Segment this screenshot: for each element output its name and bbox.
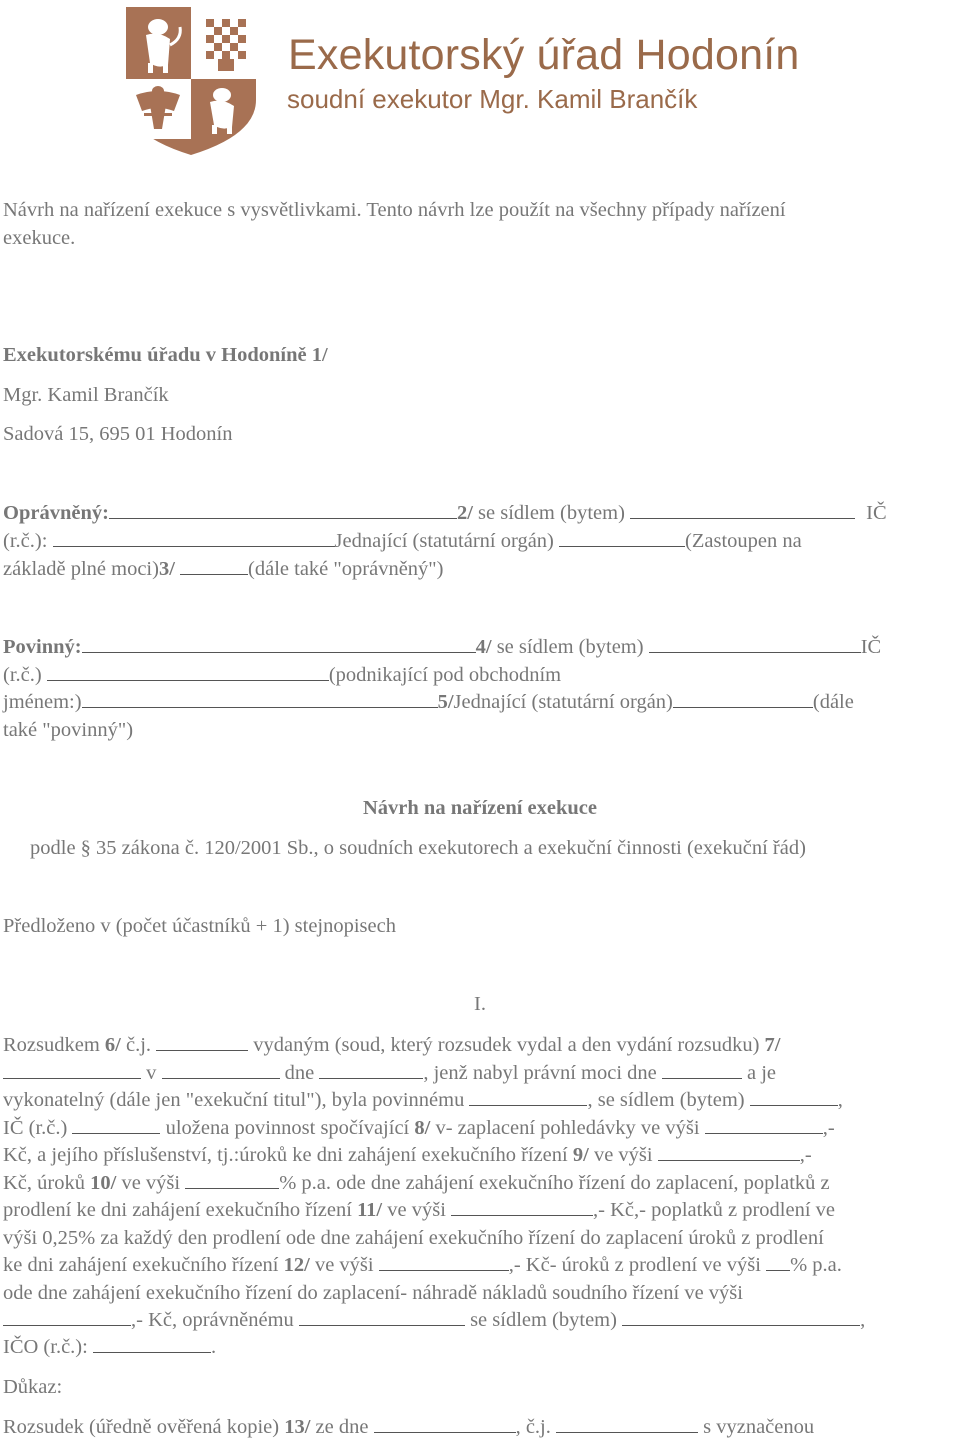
copies-note: Předloženo v (počet účastníků + 1) stejnopisech xyxy=(3,915,396,937)
povinny-line-2: (r.č.) (podnikající pod obchodním xyxy=(3,664,562,686)
debtor-ic-blank xyxy=(72,1115,160,1134)
office-address: Sadová 15, 695 01 Hodonín xyxy=(3,423,233,445)
law-reference: podle § 35 zákona č. 120/2001 Sb., o soudních exekutorech a exekuční činnosti (exekuční řád) xyxy=(30,837,806,859)
debtor-seat-blank xyxy=(750,1087,838,1106)
recipient: Exekutorskému úřadu v Hodoníně 1/ xyxy=(3,344,328,366)
opravneny-represented-blank xyxy=(180,556,248,575)
body-line-9: ke dni zahájení exekučního řízení 12/ ve výši ,- Kč- úroků z prodlení ve výši % p.a. xyxy=(3,1254,842,1276)
povinny-line-1: Povinný: 4/ se sídlem (bytem) IČ xyxy=(3,636,882,658)
judgment-case-number-blank xyxy=(556,1414,698,1433)
legal-force-date-blank xyxy=(662,1060,742,1079)
late-fee-amount-blank xyxy=(451,1197,593,1216)
interest-amount-blank xyxy=(658,1142,800,1161)
opravneny-label: Oprávněný: xyxy=(3,502,109,524)
claim-amount-blank xyxy=(705,1115,823,1134)
late-interest-rate-blank xyxy=(766,1252,790,1271)
body-line-13: Rozsudek (úředně ověřená kopie) 13/ ze dne , č.j. s vyznačenou xyxy=(3,1416,815,1438)
case-number-blank xyxy=(156,1032,248,1051)
body-line-7: prodlení ke dni zahájení exekučního řízení 11/ ve výši ,- Kč,- poplatků z prodlení ve xyxy=(3,1199,835,1221)
place-blank xyxy=(162,1060,280,1079)
body-line-6: Kč, úroků 10/ ve výši % p.a. ode dne zahájení exekučního řízení do zaplacení, poplatků z xyxy=(3,1172,830,1194)
body-line-3: vykonatelný (dále jen "exekuční titul"), byla povinnému , se sídlem (bytem) , xyxy=(3,1089,843,1111)
creditor-seat-blank xyxy=(622,1307,860,1326)
section-number: I. xyxy=(474,993,486,1015)
opravneny-ic-blank xyxy=(53,528,335,547)
late-interest-amount-blank xyxy=(379,1252,509,1271)
opravneny-line-1: Oprávněný: 2/ se sídlem (bytem) IČ xyxy=(3,502,887,524)
povinny-acting-blank xyxy=(673,689,813,708)
body-line-12: IČO (r.č.): . xyxy=(3,1336,217,1358)
opravneny-seat-blank xyxy=(630,500,855,519)
body-line-8: výši 0,25% za každý den prodlení ode dne zahájení exekučního řízení do zaplacení úroků z prodlení xyxy=(3,1227,824,1249)
letterhead xyxy=(124,5,844,160)
povinny-line-4: také "povinný") xyxy=(3,719,134,741)
judgment-date-blank xyxy=(374,1414,516,1433)
opravneny-acting-blank xyxy=(559,528,685,547)
body-line-2: v dne , jenž nabyl právní moci dne a je xyxy=(3,1060,776,1088)
creditor-blank xyxy=(299,1307,465,1326)
coat-of-arms-logo xyxy=(124,5,258,157)
povinny-label: Povinný: xyxy=(3,636,82,658)
intro-line-1: Návrh na nařízení exekuce s vysvětlivkami. Tento návrh lze použít na všechny případy nařízení xyxy=(3,199,786,221)
opravneny-name-blank xyxy=(109,500,457,519)
date-blank xyxy=(319,1060,423,1079)
body-line-11: ,- Kč, oprávněnému se sídlem (bytem) , xyxy=(3,1307,865,1335)
court-costs-blank xyxy=(3,1307,131,1326)
interest-rate-blank xyxy=(185,1170,279,1189)
opravneny-line-3: základě plné moci)3/ (dále také "oprávněný") xyxy=(3,558,444,580)
povinny-line-3: jménem:) 5/Jednající (statutární orgán) (dále xyxy=(3,691,854,713)
body-line-1: Rozsudkem 6/ č.j. vydaným (soud, který rozsudek vydal a den vydání rozsudku) 7/ xyxy=(3,1034,781,1056)
body-line-4: IČ (r.č.) uložena povinnost spočívající 8/ v- zaplacení pohledávky ve výši ,- xyxy=(3,1117,835,1139)
debtor-blank xyxy=(469,1087,587,1106)
document-title: Návrh na nařízení exekuce xyxy=(362,797,598,819)
office-name: Exekutorský úřad Hodonín xyxy=(288,31,800,79)
executor-name: Mgr. Kamil Brančík xyxy=(3,384,169,406)
opravneny-line-2: (r.č.): Jednající (statutární orgán) (Zastoupen na xyxy=(3,530,802,552)
evidence-label: Důkaz: xyxy=(3,1376,63,1398)
intro-line-2: exekuce. xyxy=(3,227,76,249)
court-blank xyxy=(3,1060,141,1079)
creditor-ico-blank xyxy=(93,1334,211,1353)
povinny-seat-blank xyxy=(649,634,861,653)
povinny-ic-blank xyxy=(47,662,329,681)
body-line-5: Kč, a jejího příslušenství, tj.:úroků ke dni zahájení exekučního řízení 9/ ve výši ,- xyxy=(3,1144,812,1166)
povinny-business-name-blank xyxy=(82,689,438,708)
body-line-10: ode dne zahájení exekučního řízení do zaplacení- náhradě nákladů soudního řízení ve výši xyxy=(3,1282,743,1304)
office-subtitle: soudní exekutor Mgr. Kamil Brančík xyxy=(287,84,698,114)
povinny-name-blank xyxy=(82,634,476,653)
